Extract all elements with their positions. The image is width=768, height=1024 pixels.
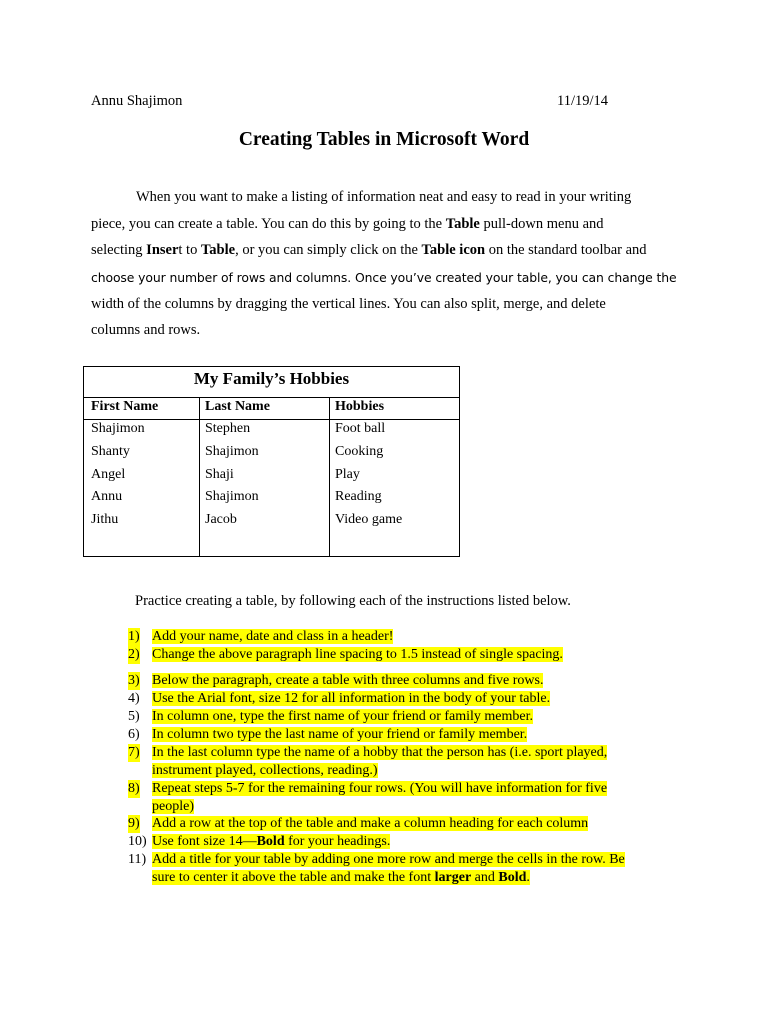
- hobbies-table: [83, 366, 460, 557]
- column-header: First Name: [91, 399, 159, 414]
- paragraph-line: columns and rows.: [91, 322, 201, 338]
- table-cell: Foot ball: [335, 421, 386, 436]
- table-cell: Shanty: [91, 444, 130, 459]
- table-cell: Shajimon: [205, 444, 259, 459]
- table-cell: Angel: [91, 467, 126, 482]
- table-cell: Shaji: [205, 467, 234, 482]
- table-cell: Reading: [335, 489, 382, 504]
- paragraph-line: piece, you can create a table. You can do this by going to the Table pull-down menu and: [91, 216, 604, 232]
- author-name: Annu Shajimon: [91, 93, 183, 109]
- page-title: Creating Tables in Microsoft Word: [238, 129, 530, 150]
- table-cell: Stephen: [205, 421, 251, 436]
- paragraph-line: selecting Insert to Table, or you can simply click on the Table icon on the standard toolbar and: [91, 242, 647, 258]
- table-cell: Shajimon: [91, 421, 145, 436]
- document-date: 11/19/14: [557, 93, 609, 109]
- column-divider: [199, 397, 200, 557]
- table-cell: Video game: [335, 512, 403, 527]
- paragraph-line: width of the columns by dragging the vertical lines. You can also split, merge, and delete: [91, 296, 606, 312]
- paragraph-line: When you want to make a listing of information neat and easy to read in your writing: [136, 189, 632, 205]
- practice-intro: Practice creating a table, by following each of the instructions listed below.: [135, 593, 571, 609]
- column-header: Hobbies: [335, 399, 385, 414]
- table-cell: Annu: [91, 489, 123, 504]
- table-title: My Family’s Hobbies: [193, 369, 350, 388]
- table-cell: Play: [335, 467, 360, 482]
- paragraph-line: choose your number of rows and columns. Once you’ve created your table, you can change the: [91, 270, 677, 285]
- column-header: Last Name: [205, 399, 270, 414]
- table-cell: Jithu: [91, 512, 119, 527]
- table-rule: [84, 419, 459, 420]
- table-cell: Cooking: [335, 444, 384, 459]
- table-cell: Shajimon: [205, 489, 259, 504]
- table-rule: [84, 397, 459, 398]
- column-divider: [329, 397, 330, 557]
- table-cell: Jacob: [205, 512, 237, 527]
